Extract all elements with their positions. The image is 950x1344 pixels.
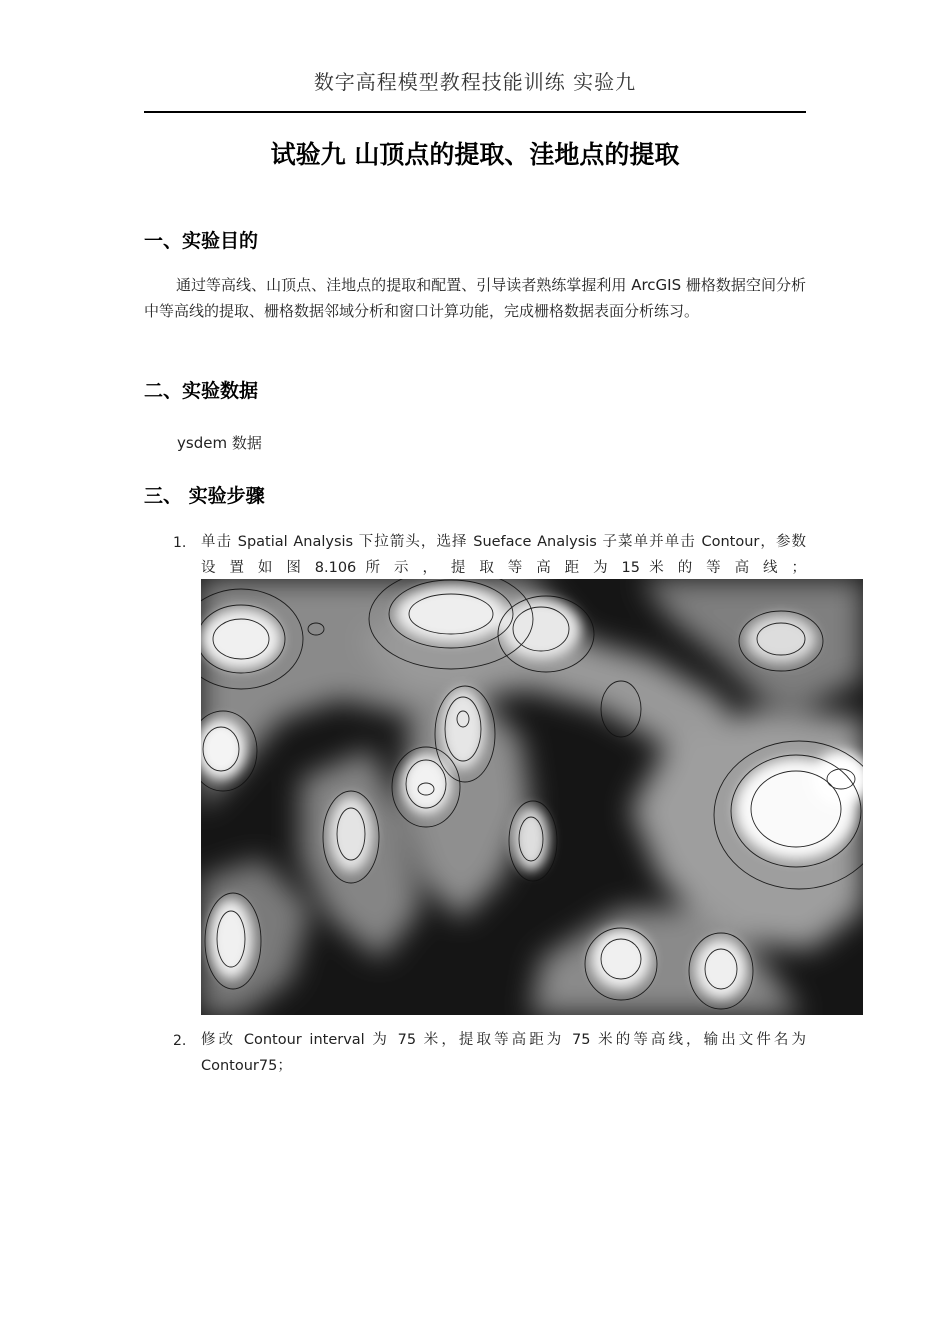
step-number: 1.: [173, 535, 187, 551]
step-text-line: 设 置 如 图 8.106 所 示 ， 提 取 等 高 距 为 15 米 的 等 高 线 ；: [201, 560, 806, 576]
step-text-line: Contour75；: [201, 1058, 292, 1074]
header-divider: [144, 111, 806, 113]
step-text-line: 单击 Spatial Analysis 下拉箭头，选择 Sueface Analysis 子菜单并单击 Contour，参数: [201, 534, 806, 550]
section-heading-purpose: 一、实验目的: [144, 230, 259, 252]
step-text-line: 修改 Contour interval 为 75 米，提取等高距为 75 米的等高线，输出文件名为: [201, 1032, 806, 1048]
page-header: 数字高程模型教程技能训练 实验九: [313, 70, 637, 94]
section-heading-data: 二、实验数据: [144, 380, 259, 402]
purpose-paragraph: 通过等高线、山顶点、洼地点的提取和配置、引导读者熟练掌握利用 ArcGIS 栅格数据空间分析中等高线的提取、栅格数据邻域分析和窗口计算功能，完成栅格数据表面分析练习。: [144, 276, 806, 320]
section-heading-steps: 三、 实验步骤: [144, 485, 265, 507]
data-paragraph: ysdem 数据: [177, 434, 262, 452]
document-title: 试验九 山顶点的提取、洼地点的提取: [270, 140, 680, 169]
contour-map-image: [201, 579, 863, 1015]
step-number: 2.: [173, 1033, 187, 1049]
